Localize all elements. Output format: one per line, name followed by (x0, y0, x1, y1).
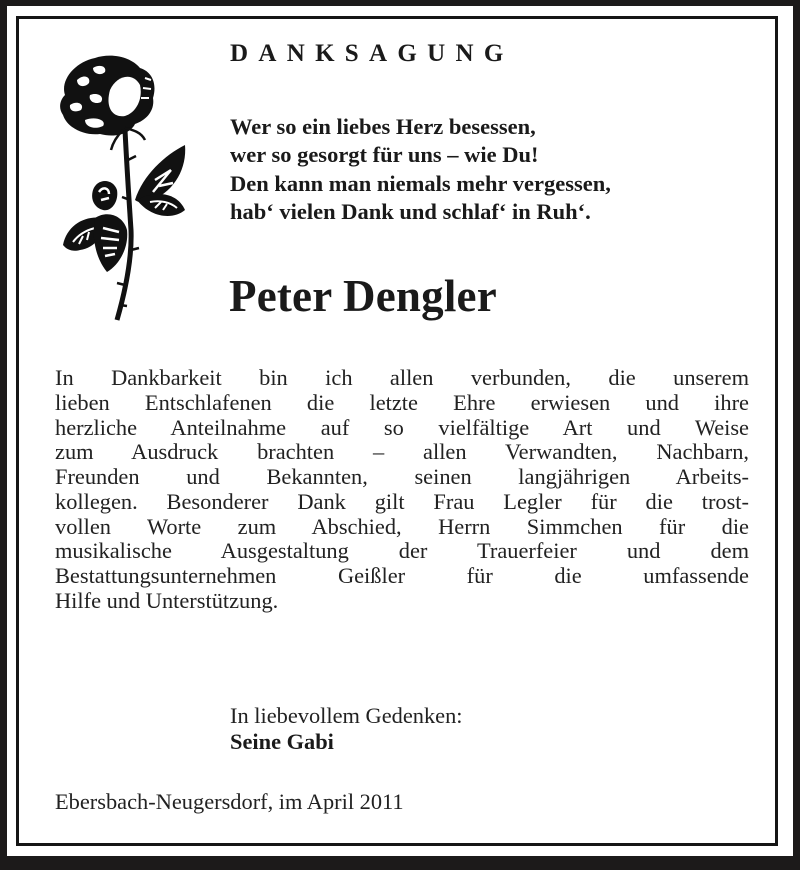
poem-line: Den kann man niemals mehr vergessen, (230, 170, 611, 196)
body-line: vollen Worte zum Abschied, Herrn Simmchen für die (55, 513, 749, 539)
closing-block (230, 703, 463, 755)
thank-you-text (55, 366, 749, 614)
body-line: In Dankbarkeit bin ich allen verbunden, die unserem (55, 365, 749, 390)
body-line: Bestattungsunternehmen Geißler für die umfassende (55, 563, 749, 588)
heading-danksagung: DANKSAGUNG (230, 40, 514, 67)
poem-line: hab‘ vielen Dank und schlaf‘ in Ruh‘. (230, 198, 591, 224)
deceased-name: Peter Dengler (229, 271, 497, 321)
signature: Seine Gabi (230, 729, 334, 754)
body-line: musikalische Ausgestaltung der Trauerfeier und dem (55, 538, 749, 564)
body-line: Freunden und Bekannten, seinen langjährigen Arbeits- (55, 464, 749, 489)
body-line: herzliche Anteilnahme auf so vielfältige Art und Weise (55, 414, 749, 440)
body-line: zum Ausdruck brachten – allen Verwandten, Nachbarn, (55, 439, 749, 465)
body-line: Hilfe und Unterstützung. (55, 587, 279, 613)
place-date: Ebersbach-Neugersdorf, im April 2011 (55, 789, 404, 814)
body-line: lieben Entschlafenen die letzte Ehre erwiesen und ihre (55, 389, 749, 415)
closing-phrase: In liebevollem Gedenken: (230, 703, 463, 728)
poem-line: Wer so ein liebes Herz besessen, (230, 114, 536, 139)
body-line: kollegen. Besonderer Dank gilt Frau Legler für die trost- (55, 488, 749, 514)
poem (230, 113, 611, 226)
poem-line: wer so gesorgt für uns – wie Du! (230, 142, 539, 168)
rose-icon (55, 50, 190, 325)
